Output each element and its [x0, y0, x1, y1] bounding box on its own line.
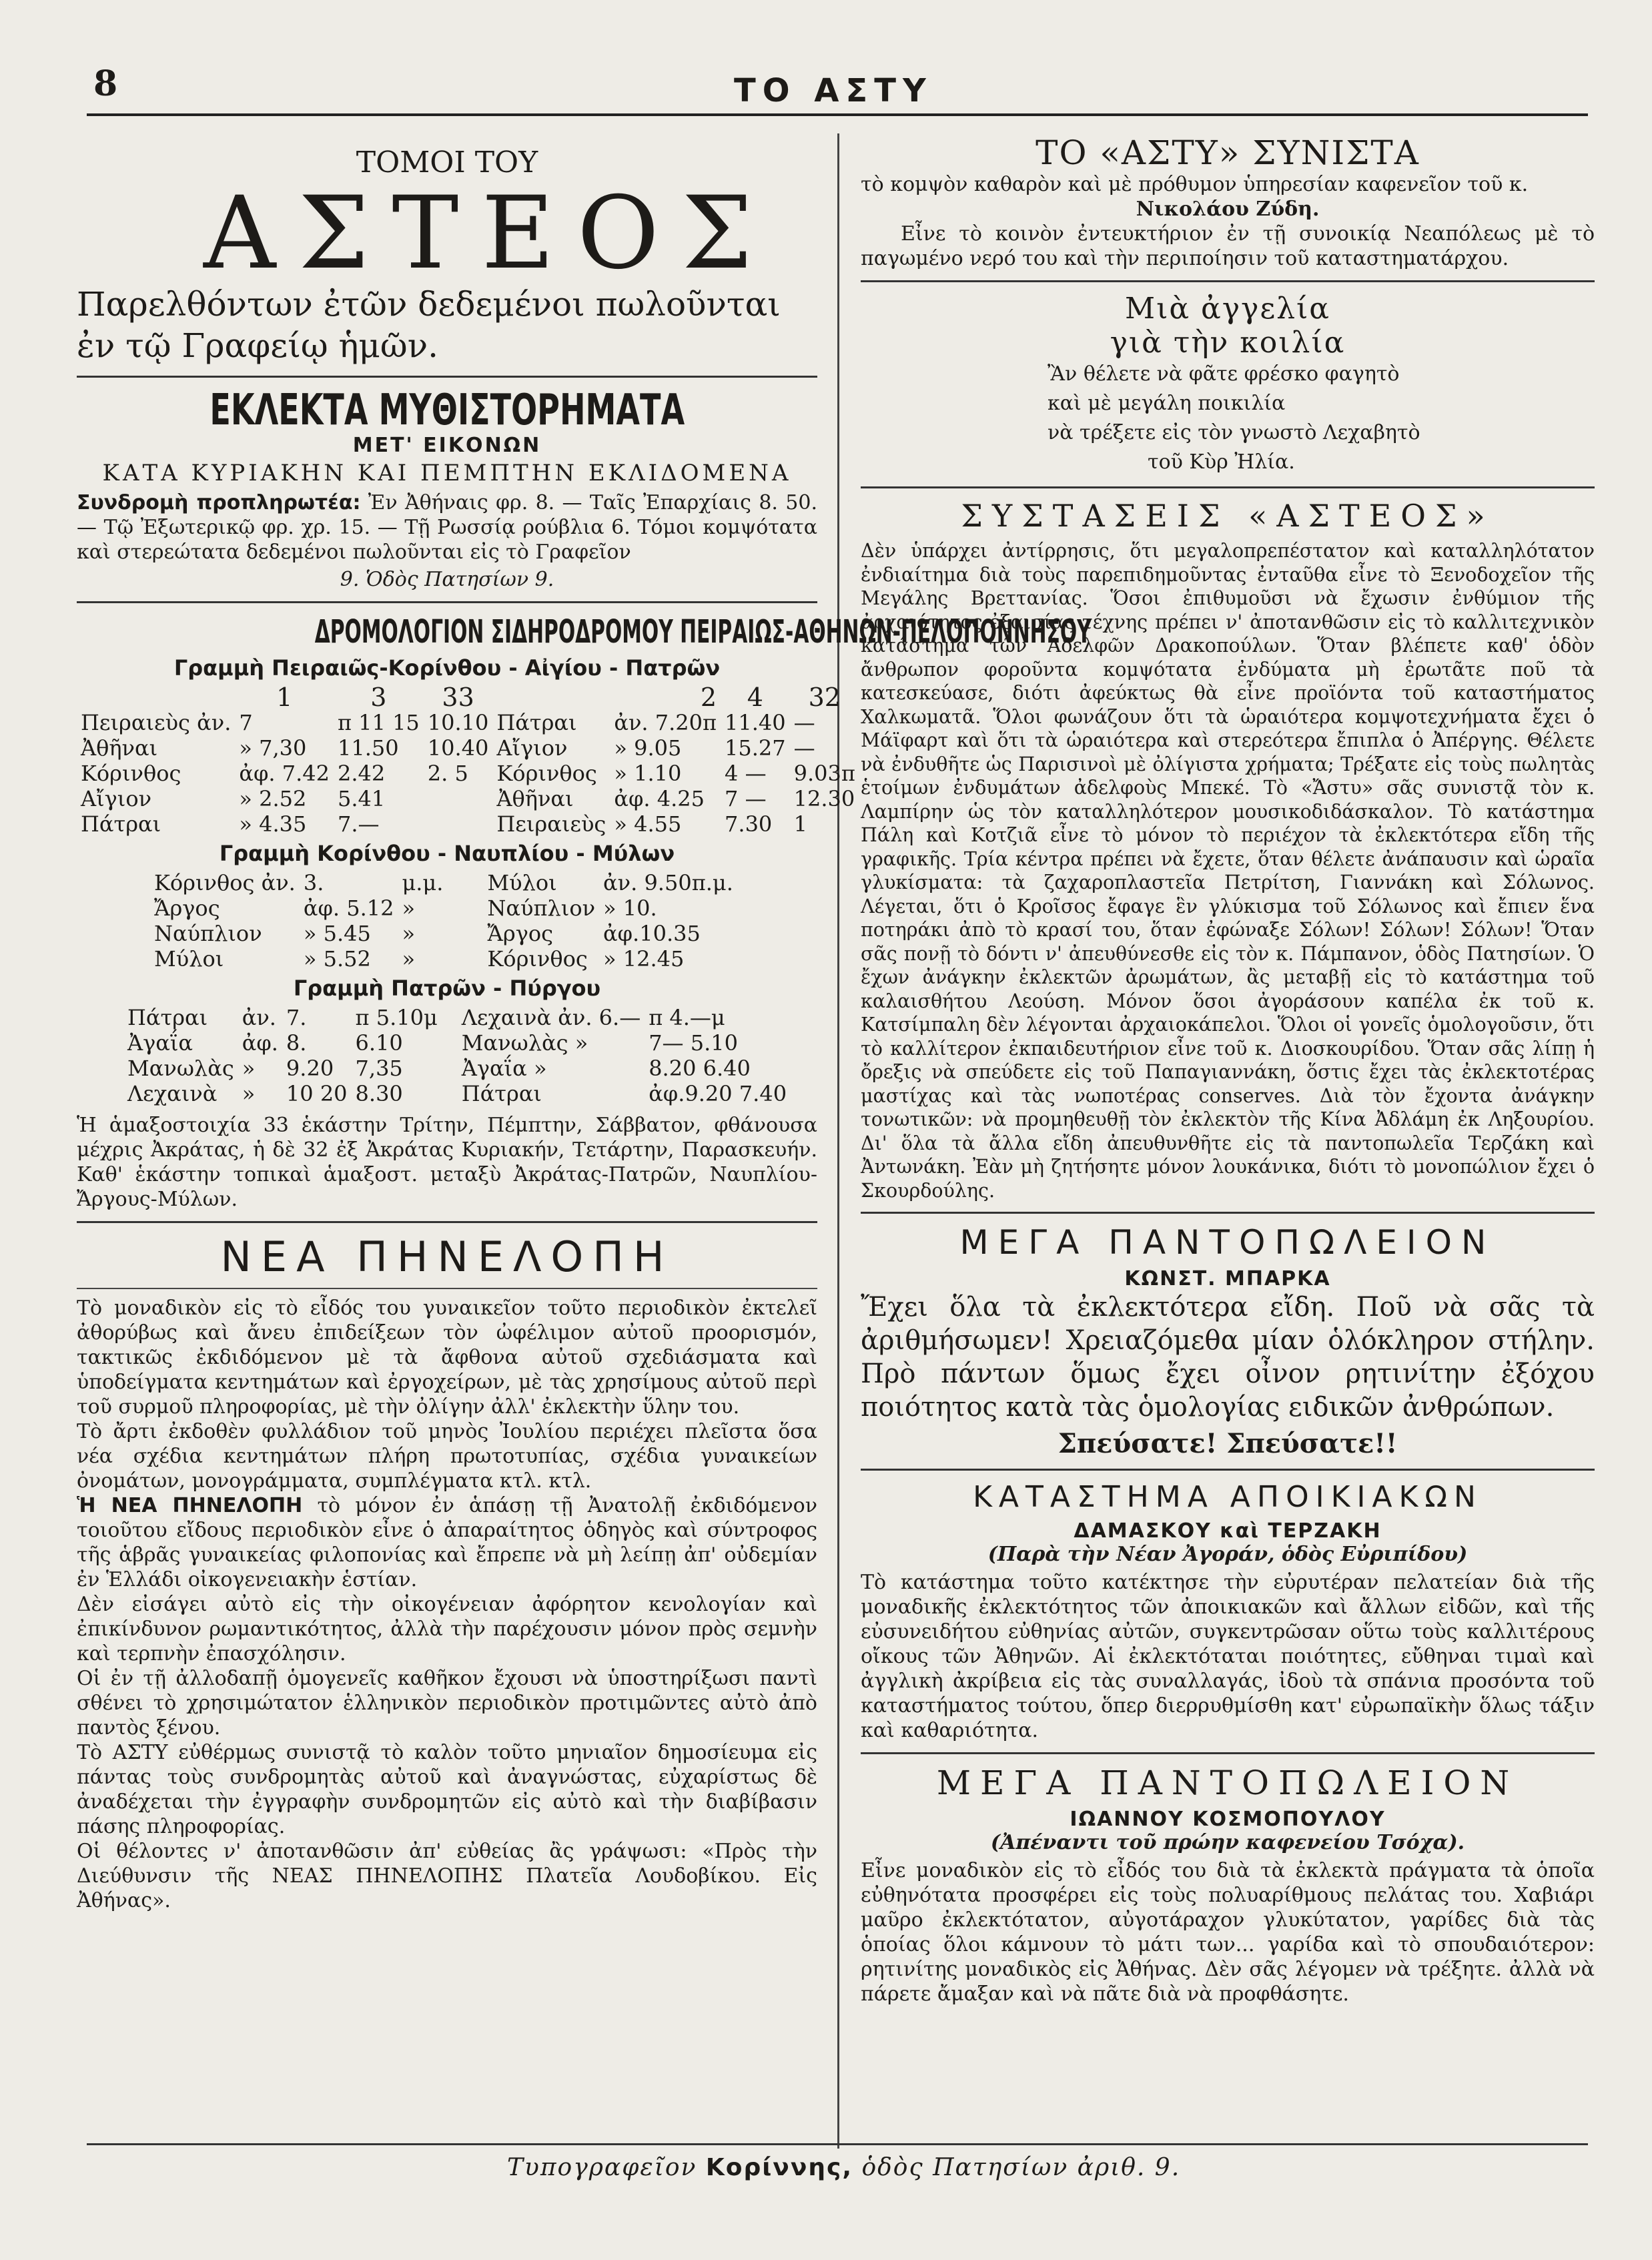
cell: 6.10	[355, 1030, 403, 1056]
divider	[77, 1288, 817, 1289]
cell: Μύλοι	[154, 946, 224, 972]
cell: 12.30	[793, 786, 855, 811]
apoikiakon-title: ΚΑΤΑΣΤΗΜΑ ΑΠΟΙΚΙΑΚΩΝ	[973, 1480, 1483, 1514]
mega1-ad	[861, 1223, 1595, 1459]
tomoi-line: Παρελθόντων ἐτῶν δεδεμένοι πωλοῦνται	[77, 285, 781, 324]
timetable-note: Ἡ ἁμαξοστοιχία 33 ἑκάστην Τρίτην, Πέμπτην, Σάββατον, φθάνουσα μέχρις Ἀκράτας, ἡ δὲ 32 ἐξ Ἀκράτας Κυριακήν, Τετάρτην, Παρασκευήν. Καθ' ἑκάστην τοπικαὶ ἁμαξοστ. μεταξὺ Ἀκράτας-Πατρῶν, Ναυπλίου-Ἄργους-Μύλων.	[77, 1114, 817, 1211]
cell: ἀφ. 7.42	[239, 761, 330, 786]
cell: 9.03π	[793, 761, 855, 786]
cell: Πάτραι	[496, 710, 577, 735]
divider	[861, 1212, 1595, 1214]
aggelia-title: γιὰ τὴν κοιλία	[1110, 326, 1346, 360]
subscription-text: Ἐν Ἀθήναις φρ. 8. — Ταῖς Ἐπαρχίαις 8. 50. — Τῷ Ἐξωτερικῷ φρ. χρ. 15. — Τῇ Ρωσσίᾳ ρούβλια 6. Τόμοι κομψότατα καὶ στερεώτατα δεδεμένοι πωλοῦνται εἰς τὸ Γραφεῖον	[77, 491, 817, 564]
cell: ἀφ. 5.12	[303, 895, 394, 921]
table-row	[150, 946, 737, 972]
tomoi-heading: ΤΟΜΟΙ ΤΟΥ	[356, 145, 538, 179]
train-number: 4	[747, 683, 763, 712]
cell: Μανωλὰς »	[461, 1030, 588, 1056]
synista-text: Εἶνε τὸ κοινὸν ἐντευκτήριον ἐν τῇ συνοικίᾳ Νεαπόλεως μὲ τὸ παγωμένο νερό του καὶ τὴν περιποίησιν τοῦ καταστηματάρχου.	[861, 222, 1595, 270]
apoikiakon-addr: (Παρὰ τὴν Νέαν Ἀγοράν, ὁδὸς Εὐριπίδου)	[987, 1543, 1468, 1566]
divider	[77, 1221, 817, 1223]
cell	[424, 811, 493, 837]
cell: ἀφ. 4.25	[614, 786, 705, 811]
nea-paragraph: Οἱ θέλοντες ν' ἀποτανθῶσιν ἀπ' εὐθείας ἂς γράψωσι: «Πρὸς τὴν Διεύθυνσιν τῆς ΝΕΑΣ ΠΗΝΕΛΟΠΗΣ Πλατεῖα Λουδοβίκου. Εἰς Ἀθήνας».	[77, 1840, 817, 1912]
divider	[77, 376, 817, 378]
mega1-title: ΜΕΓΑ ΠΑΝΤΟΠΩΛΕΙΟΝ	[959, 1223, 1496, 1262]
eklekta-title: ΕΚΛΕΚΤΑ ΜΥΘΙΣΤΟΡΗΜΑΤΑ	[210, 386, 685, 435]
route3-table	[123, 1005, 791, 1106]
table-row	[77, 735, 859, 761]
train-number: 2	[700, 683, 717, 712]
nea-paragraph	[77, 1493, 817, 1592]
nea-paragraph: Τὸ ἄρτι ἐκδοθὲν φυλλάδιον τοῦ μηνὸς Ἰουλίου περιέχει πλεῖστα ὅσα νέα σχέδια κεντημάτων πλήρη πρωτοτυπίας, σχέδια γυναικείων ὀνομάτων, μονογράμματα, συμπλέγματα κτλ. κτλ.	[77, 1420, 817, 1493]
nea-paragraph: Τὸ ΑΣΤΥ εὐθέρμως συνιστᾷ τὸ καλὸν τοῦτο μηνιαῖον δημοσίευμα εἰς πάντας τοὺς συνδρομητὰς αὐτοῦ καὶ ἀναγνώστας, εὐχαρίστως δὲ ἀναδέχεται τὴν ἐγγραφὴν συνδρομητῶν εἰς αὐτὸ καὶ τὴν διαβίβασιν πάσης πληροφορίας.	[77, 1741, 817, 1838]
cell: 7.	[286, 1005, 307, 1030]
cell: Αἴγιον	[496, 735, 568, 761]
table-row	[77, 811, 859, 837]
mega2-ad	[861, 1764, 1595, 2006]
cell: Κόρινθος	[487, 946, 588, 972]
timetable	[77, 613, 1092, 1212]
cell: »	[402, 921, 416, 946]
mega1-cta: Σπεύσατε! Σπεύσατε!!	[1058, 1428, 1398, 1459]
cell: —	[793, 735, 815, 761]
cell: Πάτραι	[127, 1005, 208, 1030]
cell: » 10.	[603, 895, 657, 921]
aggelia-line: νὰ τρέξετε εἰς τὸν γνωστὸ Λεχαβητὸ	[1048, 421, 1420, 444]
cell: Ἀγαΐα »	[461, 1056, 547, 1081]
footer-text: Τυπογραφεῖον	[507, 2154, 697, 2181]
cell: » 4.55	[614, 811, 682, 837]
train-number: 32	[808, 683, 841, 712]
mega2-sub: ΙΩΑΝΝΟΥ ΚΟΣΜΟΠΟΥΛΟΥ	[1070, 1808, 1386, 1831]
cell: » 5.45	[303, 921, 371, 946]
cell: Πειραιεὺς	[496, 811, 606, 837]
mega2-text: Εἶνε μοναδικὸν εἰς τὸ εἶδός του διὰ τὰ ἐκλεκτὰ πράγματα τὰ ὁποῖα εὐθηνότατα προσφέρει εἰς τοὺς πολυαρίθμους πελάτας του. Χαβιάρι μαῦρο ἐκλεκτότατον, αὐγοτάραχον γλυκύτατον, γαρίδες διὰ τὰς ὁποίας ὅλοι κάμνουν τὸ μάτι των... γαρίδα καὶ τὸ σπουδαιότερον: ρητινίτης μοναδικὸς εἰς Ἀθήνας. Δὲν σᾶς λέγομεν νὰ τρέξητε. ἀλλὰ νὰ πάρετε ἄμαξαν καὶ νὰ πᾶτε διὰ νὰ προφθάσητε.	[861, 1859, 1595, 2006]
cell: 8.30	[355, 1081, 403, 1106]
footer-rule	[87, 2143, 1588, 2145]
nea-text: τὸ μόνον ἐν ἁπάσῃ τῇ Ἀνατολῇ ἐκδιδόμενον τοιοῦτου εἴδους περιοδικὸν εἶνε ὁ ἀπαραίτητος ὁδηγὸς καὶ σύντροφος τῆς ἁβρᾶς γυναικείας φιλοπονίας καὶ ἔπρεπε νὰ μὴ λείπῃ ἀπ' οὐδεμίαν ἐν Ἑλλάδι οἰκογενειακὴν ἑστίαν.	[77, 1494, 817, 1591]
table-row	[150, 895, 737, 921]
cell: Ἄργος	[154, 895, 220, 921]
cell: 15.27	[725, 735, 786, 761]
systaseis-ad	[861, 498, 1595, 1202]
route2-table	[150, 870, 737, 972]
nea-paragraph: Δὲν εἰσάγει αὐτὸ εἰς τὴν οἰκογένειαν ἀφόρητον κενολογίαν καὶ ἐπικίνδυνον ρωμαντικότητος, ἀλλὰ τὴν παρέχουσιν μόνον πρὸς σεμνὴν καὶ τερπνὴν ἐπασχόλησιν.	[77, 1593, 817, 1665]
cell: » 2.52	[239, 786, 307, 811]
page-number: 8	[93, 63, 118, 104]
table-row	[77, 786, 859, 811]
mega1-text: Ἔχει ὅλα τὰ ἐκλεκτότερα εἴδη. Ποῦ νὰ σᾶς τὰ ἀριθμήσωμεν! Χρειαζόμεθα μίαν ὁλόκληρον στήλην. Πρὸ πάντων ὅμως ἔχει οἶνον ρητινίτην ἐξόχου ποιότητος κατὰ τὰς ὁμολογίας ειδικῶν ἀνθρώπων.	[861, 1292, 1595, 1423]
cell: ἀφ.	[242, 1030, 278, 1056]
timetable-title: ΔΡΟΜΟΛΟΓΙΟΝ ΣΙΔΗΡΟΔΡΟΜΟΥ ΠΕΙΡΑΙΩΣ-ΑΘΗΝΩΝ-ΠΕΛΟΠΟΝΝΗΣΟΥ	[314, 613, 1092, 651]
cell: —	[793, 710, 815, 735]
tomoi-ad	[77, 145, 817, 366]
cell: ἀν.	[242, 1005, 276, 1030]
cell: Ἀθῆναι	[496, 786, 574, 811]
cell: μ.μ.	[402, 870, 444, 895]
cell: 9.20	[286, 1056, 334, 1081]
cell: 10 20	[286, 1081, 348, 1106]
table-row	[123, 1030, 791, 1056]
cell: ἀν. 9.50π.μ.	[603, 870, 733, 895]
cell: Κόρινθος	[81, 761, 181, 786]
subscription-label: Συνδρομὴ προπληρωτέα:	[77, 491, 361, 514]
nea-title: ΝΕΑ ΠΗΝΕΛΟΠΗ	[220, 1232, 674, 1281]
synista-title: ΤΟ «ΑΣΤΥ» ΣΥΝΙΣΤΑ	[1036, 133, 1420, 172]
tomoi-line: ἐν τῷ Γραφείῳ ἡμῶν.	[77, 326, 438, 365]
asteos-title: ΑΣΤΕΟΣ	[203, 175, 775, 292]
aggelia-ad	[861, 292, 1595, 477]
route-heading: Γραμμὴ Κορίνθου - Ναυπλίου - Μύλων	[219, 841, 675, 866]
right-column	[861, 133, 1595, 2006]
cell: 4 —	[725, 761, 767, 786]
synista-ad	[861, 133, 1595, 271]
route-heading: Γραμμὴ Πειραιῶς-Κορίνθου - Αἰγίου - Πατρῶν	[173, 655, 721, 681]
cell: » 9.05	[614, 735, 682, 761]
cell	[424, 786, 493, 811]
cell: » 7,30	[239, 735, 307, 761]
eklekta-subscription	[77, 490, 817, 564]
systaseis-text: Δὲν ὑπάρχει ἀντίρρησις, ὅτι μεγαλοπρεπέστατον καὶ καταλληλότατον ἐνδιαίτημα διὰ τοὺς παρεπιδημοῦντας ἐνταῦθα εἶνε τὸ Ξενοδοχεῖον τῆς Μεγάλης Βρεττανίας. Ὅσοι ἐπιθυμοῦσι νὰ ἔχωσιν ἐνθύμιον τῆς ἀρχαιότητος ἐξαισίας τέχνης πρέπει ν' ἀποτανθῶσιν εἰς τὸ καλλιτεχνικὸν κατάστημα τῶν Ἀδελφῶν Δρακοπούλων. Ὅταν βλέπετε καθ' ὁδὸν ἄνθρωπον φοροῦντα κομψότατα ἐνδύματα μὴ ἐρωτᾶτε ποῦ τὰ κατεσκεύασε, διότι ἀφεύκτως θὰ εἶνε προϊόντα τοῦ καταστήματος Χαλκωματᾶ. Ὅλοι φωνάζουν ὅτι τὰ ὡραιότερα κομψοτεχνήματα ἔχει ὁ Μάϊφαρτ καὶ ὅτι τὰ ὡραιότερα καὶ στερεότερα ἔπιπλα ὁ Ἀπέργης. Θέλετε νὰ ἐνδυθῆτε ὡς Παρισινοὶ μὲ ὀλίγιστα χρήματα; Τρέξατε εἰς τοὺς πωλητὰς ἑτοίμων ἐνδυμάτων ἀδελφοὺς Μπεκέ. Τὸ «Ἄστυ» σᾶς συνιστᾷ τὸν κ. Λαμπίρην ὡς τὸν καταλληλότερον μουσικοδιδάσκαλον. Τὸ κατάστημα Πάλη καὶ Κοτζιᾶ εἶνε τὸ μόνον τὸ περιέχον τὰ ἐκλεκτότερα εἴδη τῆς γραφικῆς. Τρία κέντρα πρέπει νὰ ἔχετε, ὅταν θέλετε ἀνάπαυσιν καὶ ὡραῖα γλυκίσματα: τὰ ζαχαροπλαστεῖα Πετρίτση, Γιαννάκη καὶ Σόλωνος. Λέγεται, ὅτι ὁ Κροῖσος ἔφαγε ἓν γλύκισμα τοῦ Σόλωνος καὶ ἔπιεν ἕνα ποτηράκι ἀπὸ τὸ κρασί του, ὅταν ἐφώναξε Σόλων! Σόλων! Σόλων! Ὅταν σᾶς πονῇ τὸ δόντι ν' ἀπευθύνεσθε εἰς τὸν κ. Πάμπανον, ὁδὸς Πατησίων. Ὁ ἔχων ἀνάγκην ἐκλεκτῶν ἀρωμάτων, ἂς μεταβῇ εἰς τὸ κατάστημα τοῦ καλαισθήτου Λεούση. Μόνον ὅσοι ἀγοράσουν καπέλα ἐκ τοῦ κ. Κατσίμπαλη δὲν λέγονται ἀρχαιοκάπελοι. Ὅλοι οἱ γονεῖς ὁμολογοῦσιν, ὅτι τὸ καλλίτερον ἐκπαιδευτήριον εἶνε τοῦ κ. Διοσκουρίδου. Ὅταν σᾶς λίπῃ ἡ ὄρεξις νὰ σπεύδετε εἰς τοῦ Παπαγιαννάκη, ὅστις ἔχει τὰς ἐκλεκτοτέρας μαστίχας καὶ τὰς νωποτέρας conserves. Διὰ τὸν ἔχοντα ἀνάγκην τονωτικῶν: νὰ προμηθευθῇ τὸν ἐκλεκτὸν τῆς Κίνα Ἀδλάμη ἐκ Ληξουρίου. Δι' ὅλα τὰ ἄλλα εἴδη ἀπευθυνθῆτε εἰς τὰ παντοπωλεῖα Τερζάκη καὶ Ἀντωνάκη. Ἐὰν μὴ ζητήσητε μόνον λουκάνικα, διότι τὸ μονοπώλιον ἔχει ὁ Σκουρδούλης.	[861, 540, 1595, 1202]
cell: 11.40	[725, 710, 786, 735]
table-row	[123, 1056, 791, 1081]
cell: 2.42	[337, 761, 386, 786]
cell: » 1.10	[614, 761, 682, 786]
aggelia-title: Μιὰ ἀγγελία	[1125, 292, 1330, 326]
header-rule	[87, 113, 1588, 116]
cell: 7— 5.10	[649, 1030, 738, 1056]
cell: 3.	[303, 870, 324, 895]
table-row	[77, 761, 859, 786]
cell: Ναύπλιον	[487, 895, 596, 921]
divider	[861, 1469, 1595, 1471]
cell: 7	[239, 710, 253, 735]
table-row	[150, 870, 737, 895]
footer-imprint	[507, 2154, 1180, 2181]
cell: 7.30	[725, 811, 773, 837]
route1-header	[77, 685, 859, 710]
eklekta-subtitle: ΜΕΤ' ΕΙΚΟΝΩΝ	[352, 434, 542, 457]
cell: 8.	[286, 1030, 307, 1056]
cell: 2. 5	[427, 761, 468, 786]
cell: » 12.45	[603, 946, 685, 972]
cell: Λεχαινὰ ἀν. 6.—	[461, 1005, 641, 1030]
apoikiakon-sub: ΔΑΜΑΣΚΟΥ καὶ ΤΕΡΖΑΚΗ	[1074, 1519, 1382, 1543]
aggelia-line: Ἂν θέλετε νὰ φᾶτε φρέσκο φαγητὸ	[1048, 362, 1400, 386]
cell: Ναύπλιον	[154, 921, 262, 946]
divider	[77, 601, 817, 603]
divider	[861, 1752, 1595, 1754]
cell: Αἴγιον	[81, 786, 152, 811]
masthead: ΤΟ ΑΣΤΥ	[734, 72, 933, 109]
divider	[861, 280, 1595, 282]
mega2-title: ΜΕΓΑ ΠΑΝΤΟΠΩΛΕΙΟΝ	[936, 1764, 1519, 1802]
eklekta-address: 9. Ὁδὸς Πατησίων 9.	[340, 568, 554, 591]
train-number: 1	[276, 683, 293, 712]
nea-paragraph: Τὸ μοναδικὸν εἰς τὸ εἶδός του γυναικεῖον τοῦτο περιοδικὸν ἐκτελεῖ ἀθορύβως καὶ ἄνευ ἐπιδείξεων τὸν ὠφέλιμον αὐτοῦ προορισμόν, τακτικῶς ἐκδιδόμενον μὲ τὰ ἄφθονα αὐτοῦ σχεδιάσματα καὶ ὑποδείγματα κεντημάτων καὶ ἐργοχείρων, μὲ τὰς χρησίμους αὐτοῦ περὶ τοῦ συρμοῦ πληροφορίας, μὲ τὴν ὀλίγην ἀλλ' ἐκλεκτὴν ὕλην του.	[77, 1296, 817, 1419]
mega1-sub: ΚΩΝΣΤ. ΜΠΑΡΚΑ	[1124, 1267, 1331, 1290]
cell: »	[242, 1081, 256, 1106]
footer-press: Κορίννης,	[705, 2154, 853, 2181]
cell: 11.50	[337, 735, 399, 761]
table-row	[123, 1081, 791, 1106]
cell: 7,35	[355, 1056, 403, 1081]
cell: » 4.35	[239, 811, 307, 837]
cell: 1	[793, 811, 807, 837]
cell: Κόρινθος ἀν.	[154, 870, 296, 895]
cell: Ἄργος	[487, 921, 553, 946]
cell: π 11 15	[337, 710, 420, 735]
systaseis-title: ΣΥΣΤΑΣΕΙΣ «ΑΣΤΕΟΣ»	[961, 498, 1495, 534]
synista-name: Νικολάου Ζύδη.	[1136, 198, 1320, 221]
route-heading: Γραμμὴ Πατρῶν - Πύργου	[293, 976, 601, 1001]
apoikiakon-ad	[861, 1480, 1595, 1743]
cell: Κόρινθος	[496, 761, 597, 786]
cell: 10.10	[427, 710, 489, 735]
cell: 5.41	[337, 786, 386, 811]
train-number: 33	[442, 683, 474, 712]
cell: » 5.52	[303, 946, 371, 972]
cell: π 5.10μ	[355, 1005, 438, 1030]
nea-paragraph: Οἱ ἐν τῇ ἀλλοδαπῇ ὁμογενεῖς καθῆκον ἔχουσι νὰ ὑποστηρίξωσι παντὶ σθένει τὸ χρησιμώτατον ἑλληνικὸν περιοδικὸν προτιμῶντες αὐτὸ ἀπὸ παντὸς ξένου.	[77, 1667, 817, 1740]
footer-address: ὁδὸς Πατησίων ἀριθ. 9.	[861, 2154, 1181, 2181]
cell: ἀφ.10.35	[603, 921, 701, 946]
cell: 7 —	[725, 786, 767, 811]
route1-table	[77, 685, 859, 837]
table-row	[123, 1005, 791, 1030]
table-row	[77, 710, 859, 735]
cell: 8.20 6.40	[649, 1056, 751, 1081]
column-separator	[837, 133, 839, 2149]
divider	[861, 486, 1595, 488]
cell: »	[242, 1056, 256, 1081]
cell: 10.40	[427, 735, 489, 761]
cell: π 4.—μ	[649, 1005, 725, 1030]
cell: 7.—	[337, 811, 380, 837]
cell: Μύλοι	[487, 870, 557, 895]
aggelia-line: καὶ μὲ μεγάλη ποικιλία	[1048, 392, 1286, 415]
cell: »	[402, 895, 416, 921]
left-column	[77, 133, 1092, 1913]
synista-text: τὸ κομψὸν καθαρὸν καὶ μὲ πρόθυμον ὑπηρεσίαν καφενεῖον τοῦ κ.	[861, 173, 1529, 196]
nea-lead: Ἡ ΝΕΑ ΠΗΝΕΛΟΠΗ	[77, 1494, 303, 1517]
cell: Ἀγαΐα	[127, 1030, 193, 1056]
aggelia-line: τοῦ Κὺρ Ἠλία.	[1148, 450, 1295, 474]
cell: Πάτραι	[461, 1081, 542, 1106]
cell: Μανωλὰς	[127, 1056, 234, 1081]
cell: Πειραιεὺς ἀν.	[81, 710, 232, 735]
cell: ἀν. 7.20π	[614, 710, 717, 735]
cell: Ἀθῆναι	[81, 735, 158, 761]
apoikiakon-text: Τὸ κατάστημα τοῦτο κατέκτησε τὴν εὐρυτέραν πελατείαν διὰ τῆς μοναδικῆς ἐκλεκτότητος τῶν ἀποικιακῶν καὶ ἄλλων εἰδῶν, καὶ τῆς εὐσυνειδήτου εὐθηνίας αὐτῶν, συγκεντρῶσαν οὕτω τοὺς καλλιτέρους οἴκους τῶν Ἀθηνῶν. Αἱ ἐκλεκτόταται ποιότητες, εὔθηναι τιμαὶ καὶ ἀγγλικὴ ἀκρίβεια εἰς τὰς συναλλαγάς, ἰδοὺ τὰ σπάνια προσόντα τοῦ καταστήματος τούτου, ὅπερ διερρυθμίσθη κατ' εὐρωπαϊκὴν ὅλως τάξιν καὶ καθαριότητα.	[861, 1571, 1595, 1742]
eklekta-caps: ΚΑΤΑ ΚΥΡΙΑΚΗΝ ΚΑΙ ΠΕΜΠΤΗΝ ΕΚΛΙΔΟΜΕΝΑ	[102, 460, 792, 486]
cell: »	[402, 946, 416, 972]
table-row	[150, 921, 737, 946]
train-number: 3	[370, 683, 387, 712]
cell: Πάτραι	[81, 811, 161, 837]
nea-penelope-ad	[77, 1232, 817, 1913]
eklekta-ad	[77, 387, 817, 592]
cell: ἀφ.9.20 7.40	[649, 1081, 787, 1106]
mega2-addr: (Ἀπέναντι τοῦ πρώην καφενείου Τσόχα).	[990, 1831, 1465, 1854]
cell: Λεχαινὰ	[127, 1081, 218, 1106]
